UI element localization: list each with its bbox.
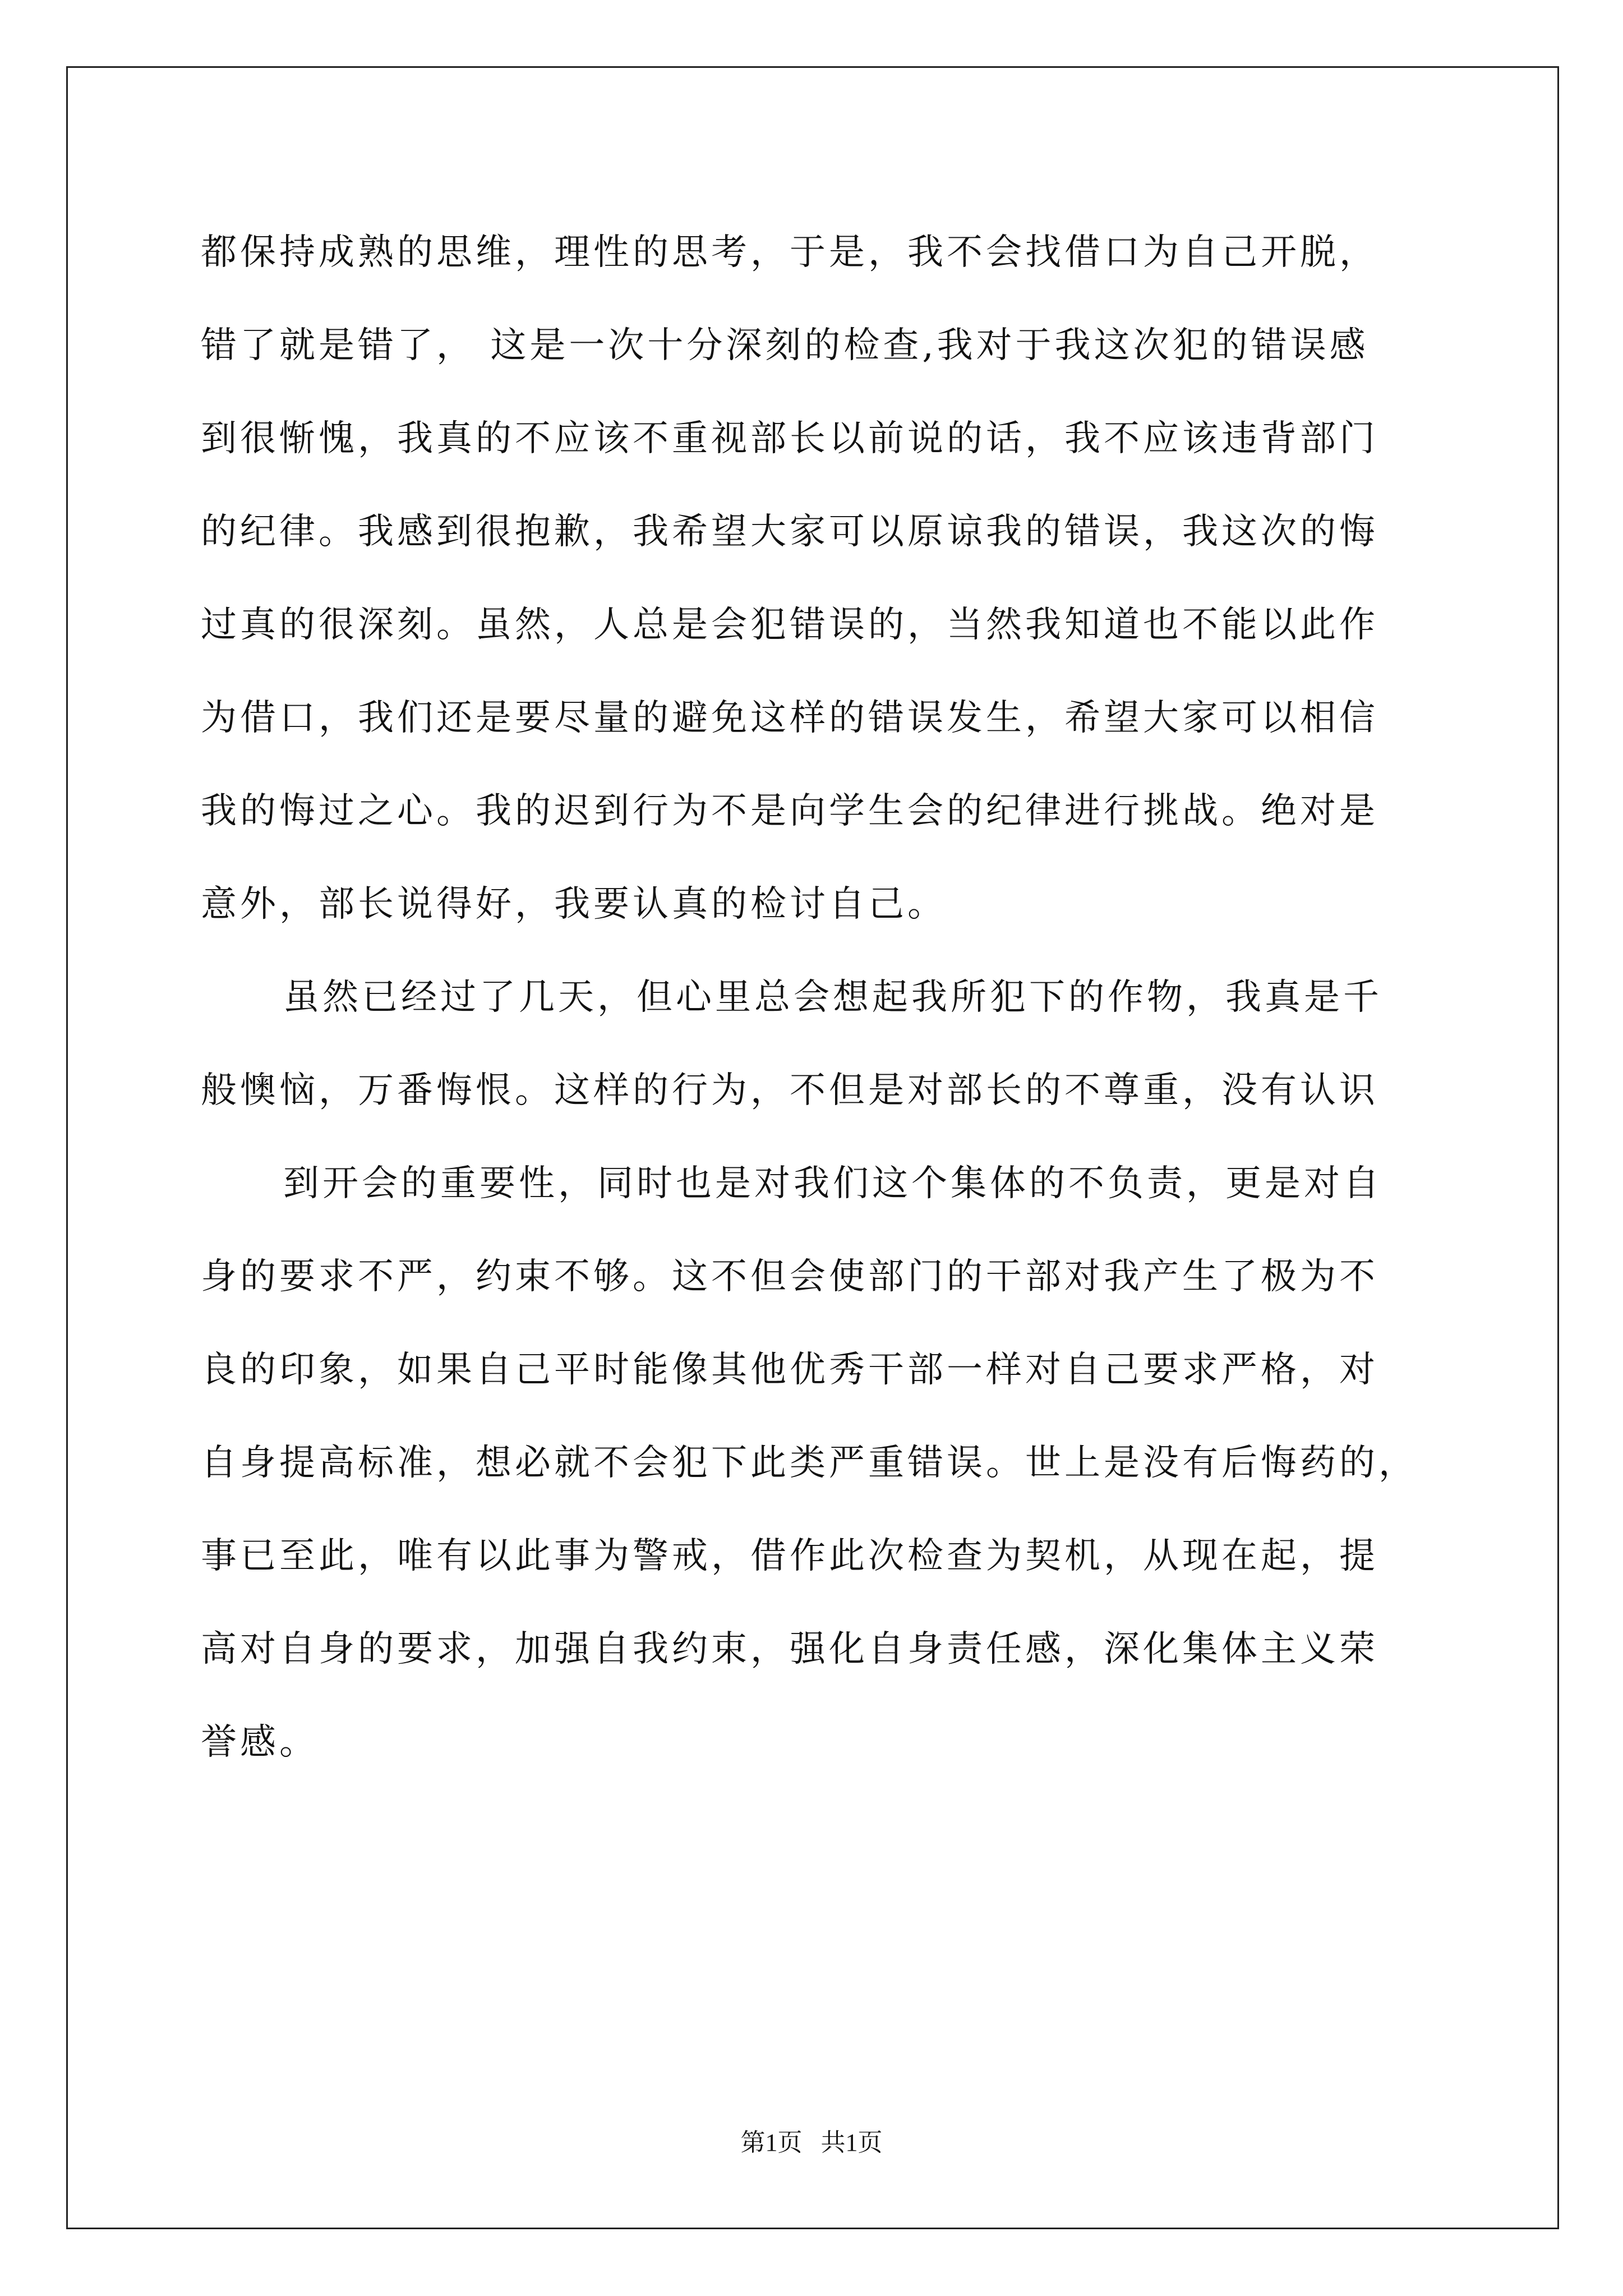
body-line-9: 虽然已经过了几天，但心里总会想起我所犯下的作物，我真是千 [283, 977, 1382, 1018]
body-line-10: 般懊恼，万番悔恨。这样的行为，不但是对部长的不尊重，没有认识 [201, 1070, 1378, 1111]
body-line-2: 错了就是错了， 这是一次十分深刻的检查,我对于我这次犯的错误感 [201, 325, 1369, 366]
body-line-12: 身的要求不严，约束不够。这不但会使部门的干部对我产生了极为不 [201, 1256, 1378, 1297]
body-line-7: 我的悔过之心。我的迟到行为不是向学生会的纪律进行挑战。绝对是 [201, 790, 1378, 832]
body-line-16: 高对自身的要求，加强自我约束，强化自身责任感，深化集体主义荣 [201, 1628, 1378, 1670]
body-line-17: 誉感。 [201, 1722, 319, 1763]
body-line-14: 自身提高标准，想必就不会犯下此类严重错误。世上是没有后悔药的， [201, 1442, 1418, 1484]
body-line-6: 为借口，我们还是要尽量的避免这样的错误发生，希望大家可以相信 [201, 697, 1378, 739]
body-line-15: 事已至此，唯有以此事为警戒，借作此次检查为契机，从现在起，提 [201, 1535, 1378, 1577]
body-line-11: 到开会的重要性，同时也是对我们这个集体的不负责，更是对自 [283, 1163, 1382, 1204]
body-line-4: 的纪律。我感到很抱歉，我希望大家可以原谅我的错误，我这次的悔 [201, 511, 1378, 553]
body-line-1: 都保持成熟的思维，理性的思考，于是，我不会找借口为自己开脱， [201, 232, 1378, 273]
body-line-3: 到很惭愧，我真的不应该不重视部长以前说的话，我不应该违背部门 [201, 418, 1378, 459]
page-border [66, 66, 1559, 2229]
body-line-8: 意外，部长说得好，我要认真的检讨自己。 [201, 884, 947, 925]
page-footer: 第1页 共1页 [740, 2129, 883, 2156]
body-line-13: 良的印象，如果自己平时能像其他优秀干部一样对自己要求严格，对 [201, 1349, 1378, 1391]
body-line-5: 过真的很深刻。虽然，人总是会犯错误的，当然我知道也不能以此作 [201, 604, 1378, 646]
